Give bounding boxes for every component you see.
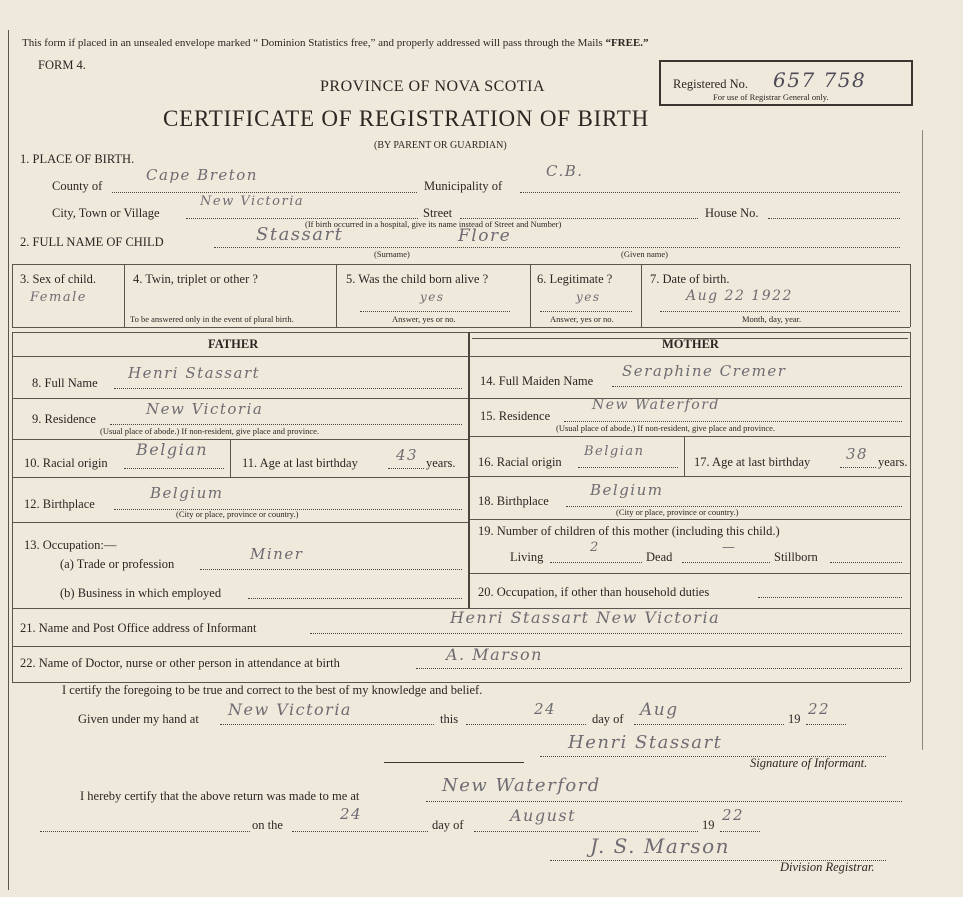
mother-birthplace-note: (City or place, province or country.): [616, 507, 739, 517]
given-year: 22: [808, 700, 831, 718]
mother-birthplace-label: 18. Birthplace: [478, 494, 549, 508]
business-label: (b) Business in which employed: [60, 586, 222, 600]
registrar-text: I hereby certify that the above return was made to me at: [80, 789, 360, 803]
father-age: 43: [396, 446, 419, 464]
child-name-label: 2. FULL NAME OF CHILD: [20, 235, 164, 249]
registrar-day: 24: [340, 805, 363, 823]
sex-value: Female: [30, 290, 87, 305]
alive-value: yes: [420, 290, 445, 304]
father-residence-label: 9. Residence: [32, 412, 96, 426]
left-margin-line: [8, 30, 9, 890]
living-label: Living: [510, 550, 544, 564]
registrar-year: 22: [722, 806, 745, 824]
given-place: New Victoria: [228, 700, 352, 719]
children-label: 19. Number of children of this mother (including this child.): [478, 524, 780, 538]
sex-label: 3. Sex of child.: [20, 272, 97, 286]
dead-value: —: [722, 540, 737, 555]
mother-birthplace: Belgium: [590, 481, 664, 499]
alive-label: 5. Was the child born alive ?: [346, 272, 489, 286]
registrar-place: New Waterford: [442, 775, 601, 796]
dob-note: Month, day, year.: [742, 314, 802, 324]
legitimate-value: yes: [576, 290, 601, 304]
this-label: this: [440, 712, 459, 726]
stillborn-label: Stillborn: [774, 550, 818, 564]
given-month: Aug: [640, 700, 679, 720]
street-label: Street: [423, 206, 453, 220]
father-birthplace: Belgium: [150, 484, 224, 502]
living-value: 2: [590, 540, 600, 555]
mother-racial: Belgian: [584, 444, 645, 459]
mail-notice: This form if placed in an unsealed envelope marked “ Dominion Statistics free,” and properly addressed will pass through the Mails “FREE.”: [22, 37, 649, 49]
child-surname: Stassart: [256, 224, 344, 245]
trade-label: (a) Trade or profession: [60, 557, 175, 571]
doctor-value: A. Marson: [446, 645, 543, 664]
mother-residence: New Waterford: [592, 397, 720, 413]
mother-residence-note: (Usual place of abode.) If non-resident, give place and province.: [556, 423, 776, 433]
informant-signature: Henri Stassart: [568, 732, 723, 753]
legitimate-note: Answer, yes or no.: [550, 314, 614, 324]
right-margin-line: [922, 130, 923, 750]
registrar-year-prefix: 19: [702, 818, 715, 832]
father-racial: Belgian: [136, 440, 209, 459]
form-number: FORM 4.: [38, 58, 86, 72]
city-value: New Victoria: [200, 194, 305, 209]
registrar-signature-label: Division Registrar.: [780, 860, 875, 874]
twin-label: 4. Twin, triplet or other ?: [133, 272, 258, 286]
father-years: years.: [426, 456, 456, 470]
mother-age: 38: [846, 445, 869, 463]
county-value: Cape Breton: [146, 166, 258, 184]
page-subtitle: (BY PARENT OR GUARDIAN): [374, 140, 507, 151]
father-occupation-label: 13. Occupation:—: [24, 538, 117, 552]
county-label: County of: [52, 179, 103, 193]
father-birthplace-label: 12. Birthplace: [24, 497, 95, 511]
given-label: Given under my hand at: [78, 712, 199, 726]
registrar-month: August: [510, 806, 577, 825]
father-age-label: 11. Age at last birthday: [242, 456, 358, 470]
day-of-label: day of: [592, 712, 624, 726]
registered-number: 657 758: [773, 68, 867, 92]
dead-label: Dead: [646, 550, 673, 564]
father-heading: FATHER: [208, 337, 259, 351]
informant-value: Henri Stassart New Victoria: [450, 608, 721, 627]
registrar-day-of-label: day of: [432, 818, 464, 832]
mother-years: years.: [878, 455, 908, 469]
municipality-label: Municipality of: [424, 179, 503, 193]
mother-racial-label: 16. Racial origin: [478, 455, 562, 469]
doctor-label: 22. Name of Doctor, nurse or other person in attendance at birth: [20, 656, 340, 670]
father-name: Henri Stassart: [128, 364, 261, 382]
street-note: (If birth occurred in a hospital, give its name instead of Street and Number): [305, 219, 562, 229]
informant-label: 21. Name and Post Office address of Informant: [20, 621, 257, 635]
page-title: CERTIFICATE OF REGISTRATION OF BIRTH: [163, 106, 650, 131]
informant-signature-label: Signature of Informant.: [750, 756, 868, 770]
given-year-prefix: 19: [788, 712, 801, 726]
mother-name-label: 14. Full Maiden Name: [480, 374, 594, 388]
father-racial-label: 10. Racial origin: [24, 456, 108, 470]
given-day: 24: [534, 700, 557, 718]
registrar-signature: J. S. Marson: [590, 834, 731, 858]
mother-heading: MOTHER: [662, 337, 719, 351]
registered-note: For use of Registrar General only.: [713, 92, 829, 102]
on-the-label: on the: [252, 818, 283, 832]
registered-box: [659, 60, 913, 106]
mother-name: Seraphine Cremer: [622, 362, 787, 380]
surname-note: (Surname): [374, 249, 410, 259]
mother-age-label: 17. Age at last birthday: [694, 455, 811, 469]
legitimate-label: 6. Legitimate ?: [537, 272, 613, 286]
father-trade: Miner: [250, 545, 304, 563]
municipality-value: C.B.: [546, 162, 584, 180]
dob-label: 7. Date of birth.: [650, 272, 730, 286]
house-label: House No.: [705, 206, 759, 220]
certify-text: I certify the foregoing to be true and correct to the best of my knowledge and belief.: [62, 683, 483, 697]
province-heading: PROVINCE OF NOVA SCOTIA: [320, 78, 546, 95]
father-residence: New Victoria: [146, 400, 264, 418]
father-birthplace-note: (City or place, province or country.): [176, 509, 299, 519]
city-label: City, Town or Village: [52, 206, 160, 220]
child-given-name: Flore: [458, 226, 512, 246]
mother-occupation-label: 20. Occupation, if other than household duties: [478, 585, 710, 599]
father-name-label: 8. Full Name: [32, 376, 98, 390]
twin-note: To be answered only in the event of plural birth.: [130, 314, 294, 324]
mother-residence-label: 15. Residence: [480, 409, 551, 423]
given-name-note: (Given name): [621, 249, 668, 259]
registered-label: Registered No.: [673, 77, 748, 91]
dob-value: Aug 22 1922: [686, 288, 793, 304]
father-residence-note: (Usual place of abode.) If non-resident, give place and province.: [100, 426, 320, 436]
place-of-birth-label: 1. PLACE OF BIRTH.: [20, 152, 135, 166]
alive-note: Answer, yes or no.: [392, 314, 456, 324]
